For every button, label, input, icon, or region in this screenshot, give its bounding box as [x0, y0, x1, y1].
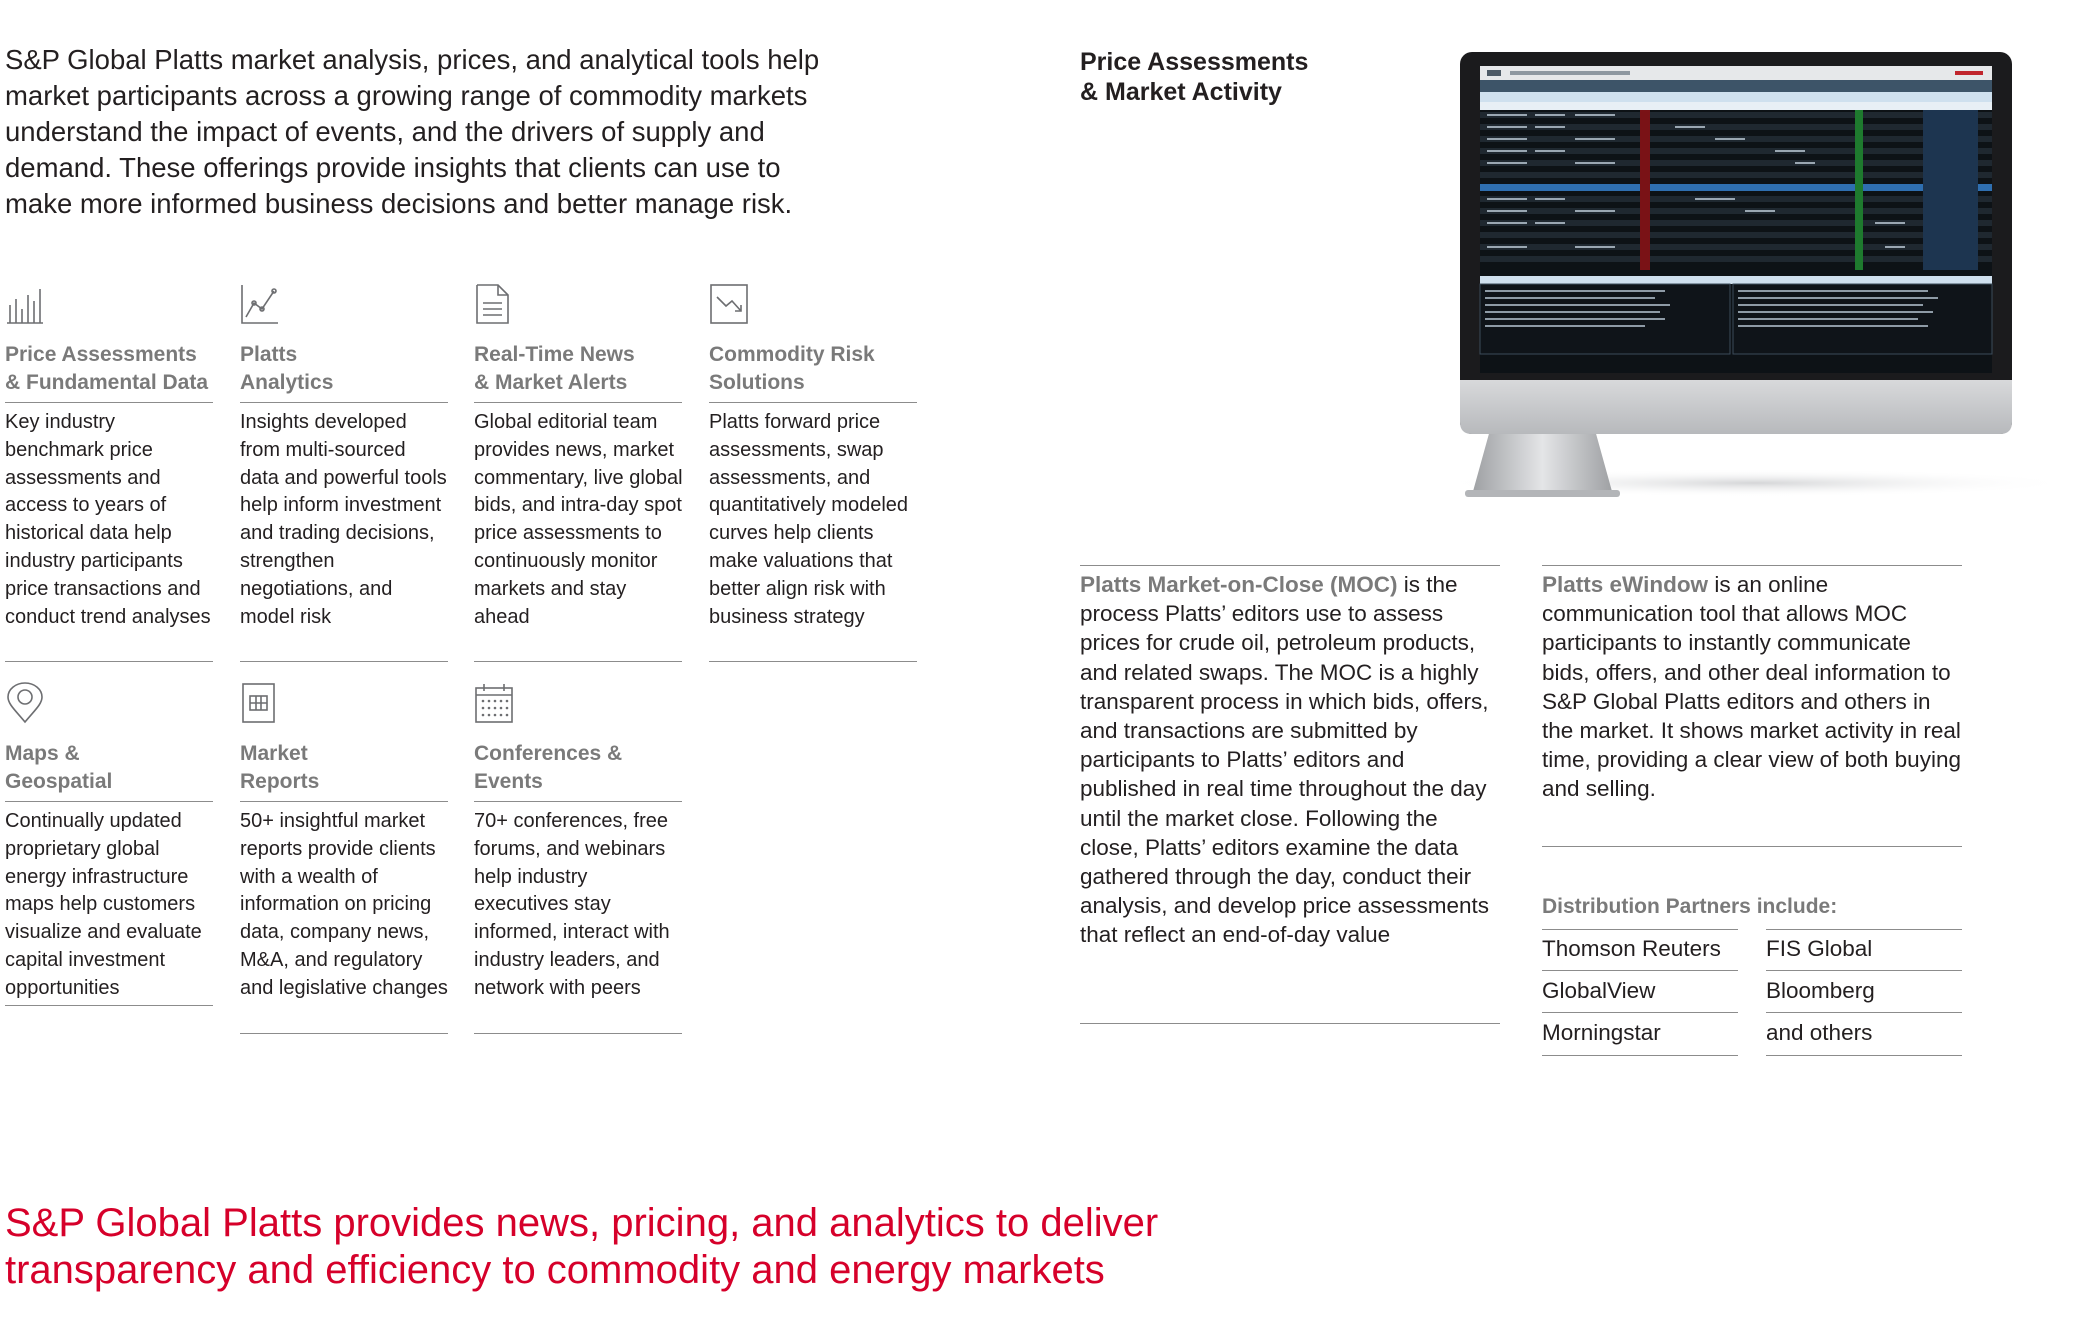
- divider: [1542, 565, 1962, 566]
- divider: [1542, 970, 1738, 971]
- divider: [709, 661, 917, 662]
- partner-item: Morningstar: [1542, 1020, 1661, 1045]
- feature-title: Price Assessments & Fundamental Data: [5, 343, 209, 394]
- divider: [240, 661, 448, 662]
- divider: [5, 1005, 213, 1006]
- divider: [5, 801, 213, 802]
- feature-body: 70+ conferences, free forums, and webinars help industry executives stay informed, interact with industry leaders, and network with peers: [474, 810, 670, 999]
- feature-body: Global editorial team provides news, market commentary, live global bids, and intra-day spot price assessments to continuously monitor markets and stay ahead: [474, 411, 683, 628]
- divider: [240, 402, 448, 403]
- feature-body: Insights developed from multi-sourced data and powerful tools help inform investment and trading decisions, strengthen negotiations, and model risk: [240, 411, 447, 628]
- price-activity-heading: Price Assessments & Market Activity: [1080, 48, 1309, 106]
- divider: [1080, 565, 1500, 566]
- divider: [1542, 1055, 1738, 1056]
- divider: [474, 402, 682, 403]
- divider: [1766, 929, 1962, 930]
- feature-body: Continually updated proprietary global energy infrastructure maps help customers visualize and evaluate capital investment opportunities: [5, 810, 202, 999]
- divider: [5, 661, 213, 662]
- divider: [1542, 929, 1738, 930]
- divider: [240, 1033, 448, 1034]
- divider: [709, 402, 917, 403]
- document-icon: [474, 283, 514, 325]
- calendar-icon: [474, 682, 514, 724]
- divider: [1766, 1055, 1962, 1056]
- divider: [474, 1033, 682, 1034]
- ewindow-description: Platts eWindow is an online communication tool that allows MOC participants to instantly communicate bids, offers, and other deal information to S&P Global Platts editors and others in the market. It shows market activity in real time, providing a clear view of both buying and selling.: [1542, 572, 1961, 802]
- divider: [1542, 1012, 1738, 1013]
- divider: [474, 661, 682, 662]
- feature-title: Platts Analytics: [240, 343, 334, 394]
- divider: [474, 801, 682, 802]
- ewindow-monitor-image: [1275, 50, 2097, 510]
- distribution-title: Distribution Partners include:: [1542, 895, 1838, 918]
- partner-item: Thomson Reuters: [1542, 936, 1721, 961]
- map-pin-icon: [5, 682, 45, 724]
- feature-body: 50+ insightful market reports provide clients with a wealth of information on pricing data, company news, M&A, and regulatory and legislative changes: [240, 810, 448, 999]
- divider: [5, 402, 213, 403]
- feature-title: Maps & Geospatial: [5, 742, 113, 793]
- feature-body: Key industry benchmark price assessments and access to years of historical data help industry participants price transactions and conduct trend analyses: [5, 411, 211, 628]
- intro-paragraph: S&P Global Platts market analysis, prices, and analytical tools help market participants across a growing range of commodity markets understand the impact of events, and the drivers of supply and demand. These offerings provide insights that clients can use to make more informed business decisions and better manage risk.: [5, 44, 820, 219]
- line-chart-icon: [240, 283, 280, 325]
- divider: [240, 801, 448, 802]
- feature-title: Commodity Risk Solutions: [709, 343, 875, 394]
- tagline: S&P Global Platts provides news, pricing, and analytics to deliver transparency and efficiency to commodity and energy markets: [5, 1201, 1159, 1292]
- divider: [1766, 1012, 1962, 1013]
- feature-body: Platts forward price assessments, swap assessments, and quantitatively modeled curves help clients make valuations that better align risk with business strategy: [709, 411, 909, 628]
- divider: [1766, 970, 1962, 971]
- feature-title: Market Reports: [240, 742, 320, 793]
- trend-down-icon: [709, 283, 749, 325]
- feature-title: Conferences & Events: [474, 742, 623, 793]
- moc-description: Platts Market-on-Close (MOC) is the process Platts’ editors use to assess prices for crude oil, petroleum products, and related swaps. The MOC is a highly transparent process in which bids, offers, and transactions are submitted by participants to Platts’ editors and published in real time throughout the day until the market close. Following the close, Platts’ editors examine the data gathered through the day, conduct their analysis, and develop price assessments that reflect an end-of-day value: [1080, 572, 1489, 948]
- partner-item: GlobalView: [1542, 978, 1656, 1003]
- divider: [1080, 1023, 1500, 1024]
- ewindow-highlight: Platts eWindow: [1542, 572, 1709, 597]
- partner-item: FIS Global: [1766, 936, 1873, 961]
- bar-chart-icon: [5, 283, 45, 325]
- report-icon: [240, 682, 280, 724]
- partner-item: Bloomberg: [1766, 978, 1875, 1003]
- moc-highlight: Platts Market-on-Close (MOC): [1080, 572, 1398, 597]
- partner-item: and others: [1766, 1020, 1873, 1045]
- feature-title: Real-Time News & Market Alerts: [474, 343, 635, 394]
- divider: [1542, 846, 1962, 847]
